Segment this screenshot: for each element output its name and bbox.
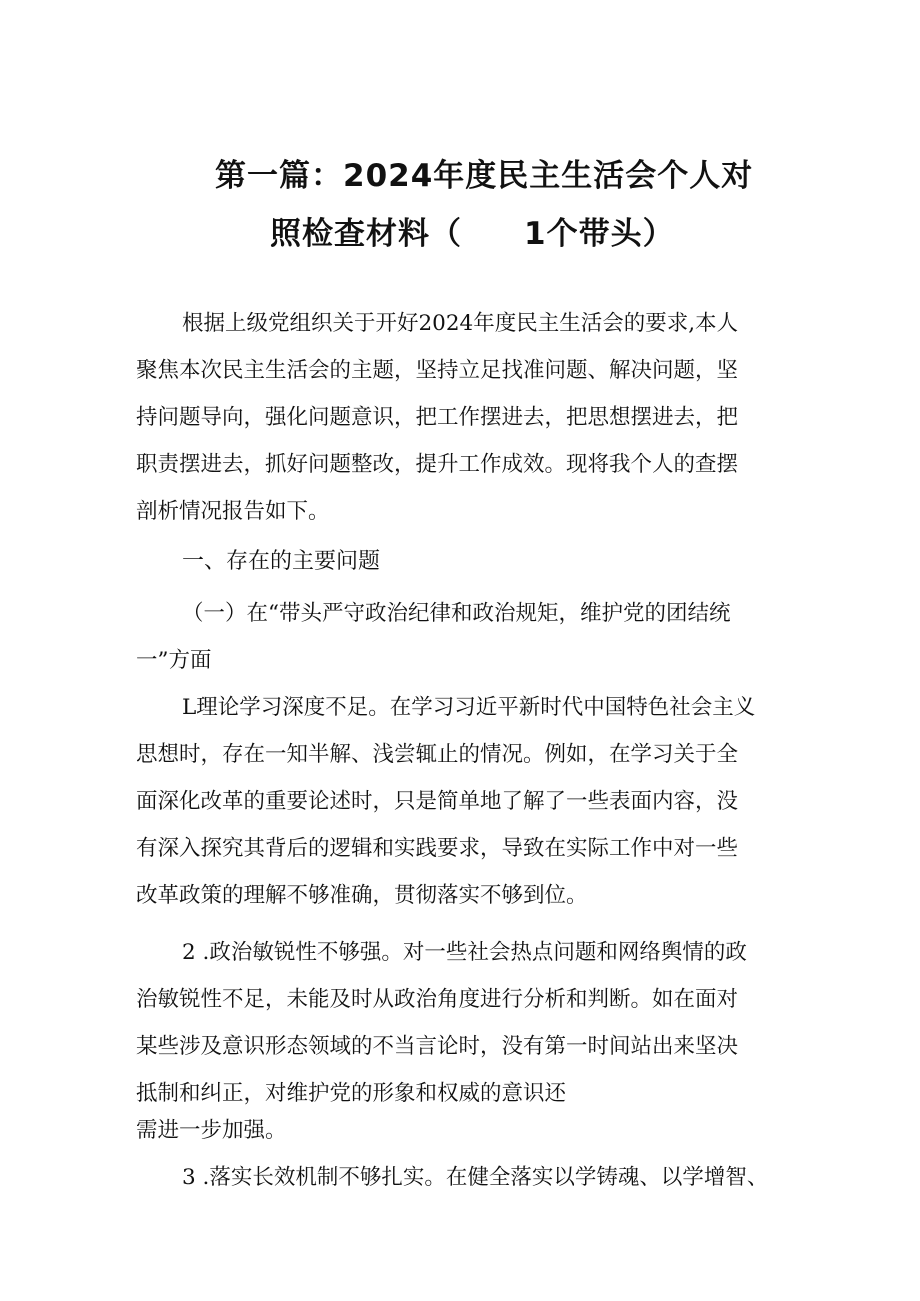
intro-line: 根据上级党组织关于开好2024年度民主生活会的要求,本人 [182, 311, 739, 336]
subsection-heading-line: 一”方面 [136, 648, 212, 673]
intro-line: 职责摆进去，抓好问题整改，提升工作成效。现将我个人的查摆 [136, 452, 739, 477]
item-1-line: 改革政策的理解不够准确，贯彻落实不够到位。 [136, 883, 588, 908]
subsection-heading-line: （一）在“带头严守政治纪律和政治规矩，维护党的团结统 [182, 601, 731, 626]
title-line-2-part-b: 1个带头） [524, 216, 675, 252]
section-heading: 一、存在的主要问题 [182, 549, 381, 574]
item-1-line: L理论学习深度不足。在学习习近平新时代中国特色社会主义 [182, 695, 756, 720]
intro-line: 持问题导向，强化问题意识，把工作摆进去，把思想摆进去，把 [136, 405, 739, 430]
intro-line: 剖析情况报告如下。 [136, 499, 330, 524]
item-2-line: 某些涉及意识形态领域的不当言论时，没有第一时间站出来坚决 [136, 1034, 739, 1059]
document-title-line-2 [270, 208, 675, 253]
item-2-line: 抵制和纠正，对维护党的形象和权威的意识还 [136, 1081, 567, 1106]
item-2-line: 2 .政治敏锐性不够强。对一些社会热点问题和网络舆情的政 [182, 940, 747, 965]
item-3-line: 3 .落实长效机制不够扎实。在健全落实以学铸魂、以学增智、 [182, 1165, 769, 1190]
item-2-line: 需进一步加强。 [136, 1118, 287, 1143]
intro-line: 聚焦本次民主生活会的主题，坚持立足找准问题、解决问题，坚 [136, 358, 739, 383]
item-1-line: 有深入探究其背后的逻辑和实践要求，导致在实际工作中对一些 [136, 836, 739, 861]
title-line-2-part-a: 照检查材料（ [270, 216, 462, 252]
item-2-line: 治敏锐性不足，未能及时从政治角度进行分析和判断。如在面对 [136, 987, 739, 1012]
item-1-line: 面深化改革的重要论述时，只是简单地了解了一些表面内容，没 [136, 789, 739, 814]
item-1-line: 思想时，存在一知半解、浅尝辄止的情况。例如，在学习关于全 [136, 742, 739, 767]
document-title-line-1: 第一篇：2024年度民主生活会个人对 [215, 158, 754, 194]
